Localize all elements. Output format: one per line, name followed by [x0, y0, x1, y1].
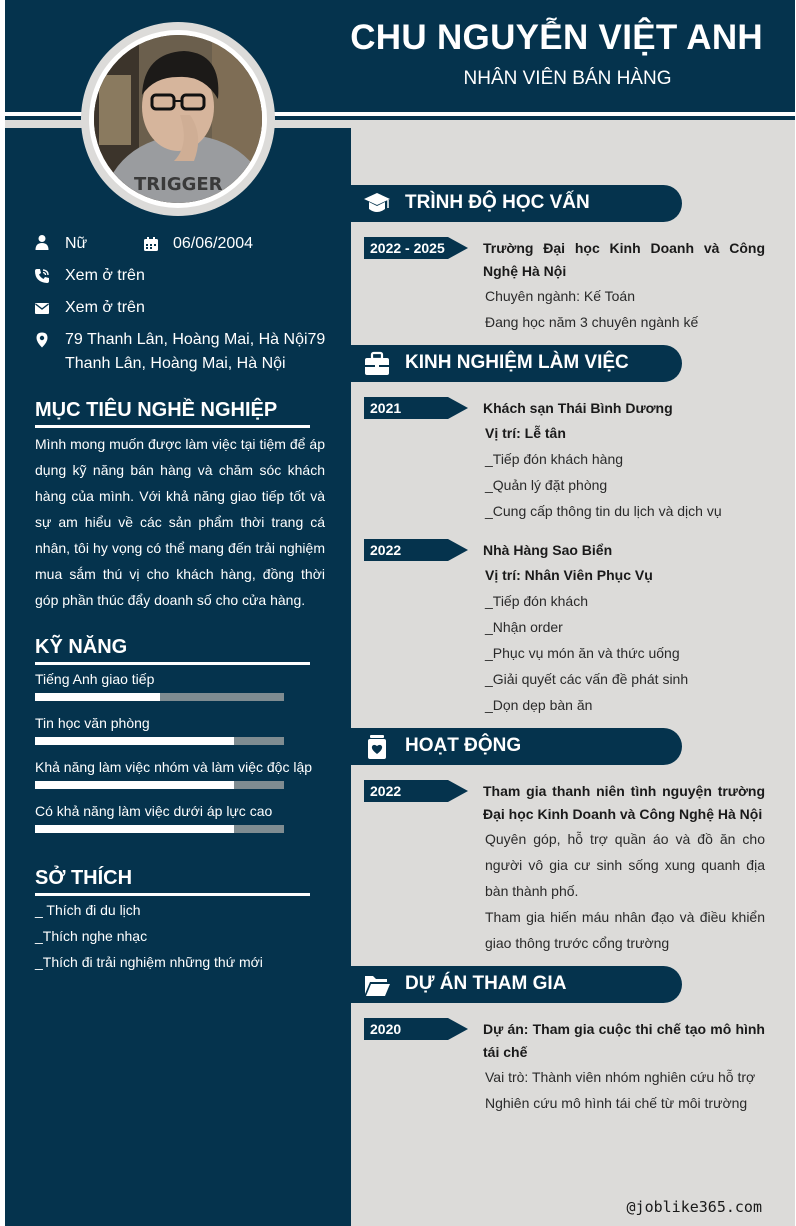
duty-item: _Quản lý đặt phòng [485, 477, 608, 493]
projects-title: DỰ ÁN THAM GIA [405, 973, 567, 994]
skill-bar [35, 825, 284, 833]
skill-bar [35, 737, 284, 745]
activity-detail: Tham gia hiến máu nhân đạo và điều khiển giao thông trước cổng trường [485, 909, 765, 951]
project-detail: Vai trò: Thành viên nhóm nghiên cứu hỗ trợ [485, 1069, 756, 1085]
skill-label: Khả năng làm việc nhóm và làm việc độc lập [35, 759, 313, 775]
job-title: NHÂN VIÊN BÁN HÀNG [463, 68, 672, 89]
projects-header [351, 966, 682, 1003]
hobby-item: _Thích đi trải nghiệm những thứ mới [35, 954, 263, 970]
experience-header [351, 345, 682, 382]
activities-title: HOẠT ĐỘNG [405, 735, 522, 756]
skill-label: Tin học văn phòng [35, 715, 150, 731]
school-name: Trường Đại học Kinh Doanh và Công Nghệ Hà Nội [483, 240, 765, 279]
hobby-item: _Thích nghe nhạc [35, 928, 148, 944]
education-detail: Đang học năm 3 chuyên ngành kế [485, 314, 699, 330]
skill-fill [35, 781, 234, 789]
graduation-cap-icon [363, 191, 391, 217]
footer-watermark: @joblike365.com [626, 1198, 762, 1216]
activity-detail: Quyên góp, hỗ trợ quần áo và đồ ăn cho người vô gia cư sinh sống xung quanh địa bàn thành phố. [485, 831, 765, 899]
project-heading: Dự án: Tham gia cuộc thi chế tạo mô hình tái chế [483, 1021, 765, 1060]
skill-bar [35, 693, 284, 701]
skill-bar [35, 781, 284, 789]
experience-title: KINH NGHIỆM LÀM VIỆC [405, 352, 629, 373]
objective-title: MỤC TIÊU NGHỀ NGHIỆP [35, 399, 278, 421]
duty-item: _Tiếp đón khách hàng [485, 451, 624, 467]
candidate-name: CHU NGUYỄN VIỆT ANH [350, 18, 763, 57]
cv-page [5, 0, 795, 1226]
objective-rule [35, 425, 310, 428]
duty-item: _Nhận order [485, 619, 563, 635]
birthday: 06/06/2004 [173, 235, 254, 252]
skill-label: Tiếng Anh giao tiếp [35, 671, 155, 687]
company-name: Nhà Hàng Sao Biển [483, 542, 613, 558]
svg-text:TRIGGER: TRIGGER [134, 174, 223, 195]
hobbies-rule [35, 893, 310, 896]
skill-fill [35, 737, 234, 745]
skill-fill [35, 693, 160, 701]
address: 79 Thanh Lân, Hoàng Mai, Hà Nội79 Thanh Lân, Hoàng Mai, Hà Nội [65, 331, 326, 372]
avatar [94, 35, 262, 203]
heart-jar-icon [363, 734, 391, 760]
person-icon [34, 234, 50, 250]
duty-item: _Cung cấp thông tin du lịch và dịch vụ [485, 503, 722, 519]
position: Vị trí: Lễ tân [485, 425, 566, 441]
company-name: Khách sạn Thái Bình Dương [483, 400, 673, 416]
briefcase-icon [363, 351, 391, 377]
phone-icon [34, 268, 50, 284]
duty-item: _Tiếp đón khách [485, 593, 588, 609]
experience-year: 2021 [370, 400, 402, 416]
skill-label: Có khả năng làm việc dưới áp lực cao [35, 803, 273, 819]
objective-text: Mình mong muốn được làm việc tại tiệm để áp dụng kỹ năng bán hàng và chăm sóc khách hàng của mình. Với khả năng giao tiếp tốt và sự am hiểu về các sản phẩm thời trang cá nhân, tôi hy vọng có thể mang đến trải nghiệm mua sắm thú vị cho khách hàng, đồng thời góp phần thúc đẩy doanh số cho cửa hàng. [35, 436, 325, 608]
hobbies-title: SỞ THÍCH [35, 867, 133, 889]
skills-title: KỸ NĂNG [35, 636, 128, 658]
project-detail: Nghiên cứu mô hình tái chế từ môi trường [485, 1095, 748, 1111]
hobby-item: _ Thích đi du lịch [35, 902, 141, 918]
calendar-icon [143, 236, 159, 252]
phone: Xem ở trên [65, 267, 145, 284]
location-pin-icon [34, 332, 50, 348]
experience-year: 2022 [370, 542, 402, 558]
email-icon [34, 300, 50, 316]
education-header [351, 185, 682, 222]
activity-year: 2022 [370, 783, 402, 799]
duty-item: _Phục vụ món ăn và thức uống [485, 645, 680, 661]
position: Vị trí: Nhân Viên Phục Vụ [485, 567, 653, 583]
skill-fill [35, 825, 234, 833]
education-title: TRÌNH ĐỘ HỌC VẤN [405, 192, 590, 213]
email: Xem ở trên [65, 299, 145, 316]
duty-item: _Dọn dẹp bàn ăn [485, 697, 593, 713]
activities-header [351, 728, 682, 765]
folder-open-icon [363, 972, 391, 998]
education-year: 2022 - 2025 [370, 240, 445, 256]
activity-heading: Tham gia thanh niên tình nguyện trường Đại học Kinh Doanh và Công Nghệ Hà Nội [483, 783, 765, 822]
gender: Nữ [65, 235, 88, 252]
project-year: 2020 [370, 1021, 402, 1037]
education-detail: Chuyên ngành: Kế Toán [485, 288, 635, 304]
duty-item: _Giải quyết các vấn đề phát sinh [485, 671, 689, 687]
skills-rule [35, 662, 310, 665]
